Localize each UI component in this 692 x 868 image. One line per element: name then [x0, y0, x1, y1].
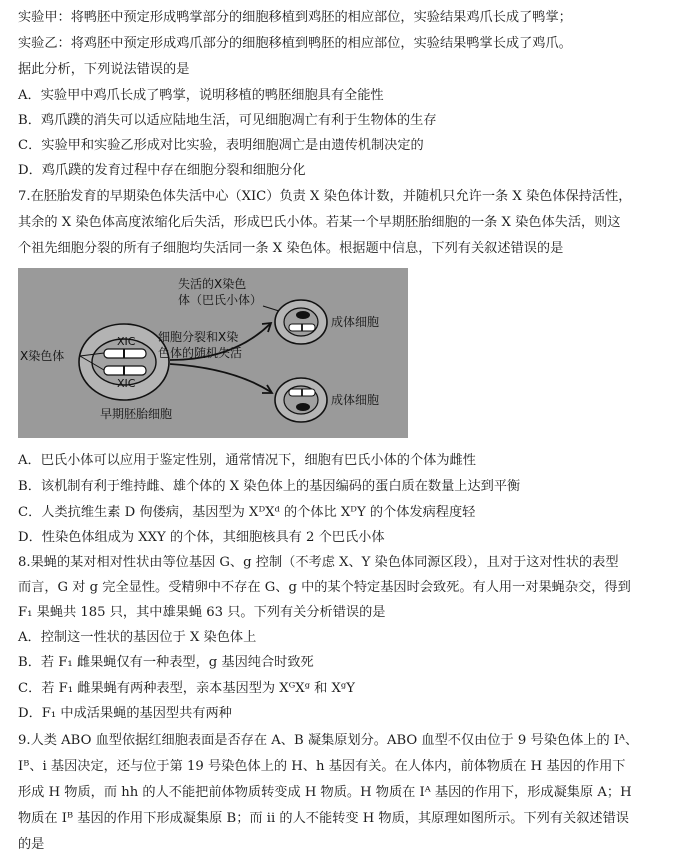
barr-body-top [296, 311, 310, 319]
label-inactive-x-line2: 体（巴氏小体） [178, 293, 263, 307]
question-8-stem: 而言，G 对 g 完全显性。受精卵中不存在 G、g 中的某个特定基因时会致死。有人用一对果蝇杂交，得到 [18, 580, 631, 595]
option-d: D．性染色体组成为 XXY 的个体，其细胞核具有 2 个巴氏小体 [18, 530, 385, 545]
label-adult-cell-bottom: 成体细胞 [331, 393, 380, 407]
option-b: B．鸡爪蹼的消失可以适应陆地生活，可见细胞凋亡有利于生物体的生存 [18, 113, 437, 128]
option-c: C．若 F₁ 雌果蝇有两种表型，亲本基因型为 XᴳXᵍ 和 XᵍY [18, 681, 355, 696]
label-process-line2: 色体的随机失活 [158, 346, 243, 360]
text-line: 实验甲：将鸭胚中预定形成鸭掌部分的细胞移植到鸡胚的相应部位，实验结果鸡爪长成了鸭掌； [18, 10, 572, 25]
question-7-stem: 7.在胚胎发育的早期染色体失活中心（XIC）负责 X 染色体计数，并随机只允许一条 X 染色体保持活性， [18, 189, 632, 204]
option-d: D．F₁ 中成活果蝇的基因型共有两种 [18, 706, 232, 721]
question-9-stem: 的是 [18, 837, 45, 852]
text-line: 实验乙：将鸡胚中预定形成鸡爪部分的细胞移植到鸭胚的相应部位，实验结果鸭掌长成了鸡爪。 [18, 36, 572, 51]
question-7-stem: 个祖先细胞分裂的所有子细胞均失活同一条 X 染色体。根据题中信息，下列有关叙述错误的是 [18, 241, 564, 256]
option-a: A．巴氏小体可以应用于鉴定性别，通常情况下，细胞有巴氏小体的个体为雌性 [18, 453, 476, 468]
option-c: C．人类抗维生素 D 佝偻病，基因型为 XᴰXᵈ 的个体比 XᴰY 的个体发病程度轻 [18, 505, 476, 520]
label-process-line1: 细胞分裂和X染 [158, 330, 239, 344]
question-9-stem: 物质在 Iᴮ 基因的作用下形成凝集原 B；而 ii 的人不能转变 H 物质，其原理如图所示。下列有关叙述错误 [18, 811, 629, 826]
question-9-stem: 形成 H 物质，而 hh 的人不能把前体物质转变成 H 物质。H 物质在 Iᴬ 基因的作用下，形成凝集原 A；H [18, 785, 632, 800]
label-xic-bottom: XIC [117, 377, 136, 390]
question-7-stem: 其余的 X 染色体高度浓缩化后失活，形成巴氏小体。若某一个早期胚胎细胞的一条 X 染色体失活，则这 [18, 215, 621, 230]
text-line: 据此分析，下列说法错误的是 [18, 62, 190, 77]
barr-body-bottom [296, 403, 310, 411]
option-d: D．鸡爪蹼的发育过程中存在细胞分裂和细胞分化 [18, 163, 306, 178]
question-9-stem: Iᴮ、i 基因决定，还与位于第 19 号染色体上的 H、h 基因有关。在人体内，前体物质在 H 基因的作用下 [18, 759, 626, 774]
question-8-stem: 8.果蝇的某对相对性状由等位基因 G、g 控制（不考虑 X、Y 染色体同源区段），且对于这对性状的表型 [18, 555, 619, 570]
question-9-stem: 9.人类 ABO 血型依据红细胞表面是否存在 A、B 凝集原划分。ABO 血型不仅由位于 9 号染色体上的 Iᴬ、 [18, 733, 639, 748]
option-b: B．该机制有利于维持雌、雄个体的 X 染色体上的基因编码的蛋白质在数量上达到平衡 [18, 479, 521, 494]
label-adult-cell-top: 成体细胞 [331, 315, 380, 329]
figure-diagram [18, 268, 408, 438]
x-inactivation-figure [18, 268, 408, 438]
option-a: A．实验甲中鸡爪长成了鸭掌，说明移植的鸭胚细胞具有全能性 [18, 88, 384, 103]
label-inactive-x-line1: 失活的X染色 [178, 277, 247, 291]
question-8-stem: F₁ 果蝇共 185 只，其中雄果蝇 63 只。下列有关分析错误的是 [18, 605, 386, 620]
option-a: A．控制这一性状的基因位于 X 染色体上 [18, 630, 257, 645]
option-b: B．若 F₁ 雌果蝇仅有一种表型，g 基因纯合时致死 [18, 655, 314, 670]
option-c: C．实验甲和实验乙形成对比实验，表明细胞凋亡是由遗传机制决定的 [18, 138, 424, 153]
label-x-chromosome: X染色体 [20, 349, 65, 363]
arrow-to-bottom-cell [170, 364, 271, 392]
label-xic-top: XIC [117, 335, 136, 348]
label-early-cell: 早期胚胎细胞 [100, 407, 173, 421]
